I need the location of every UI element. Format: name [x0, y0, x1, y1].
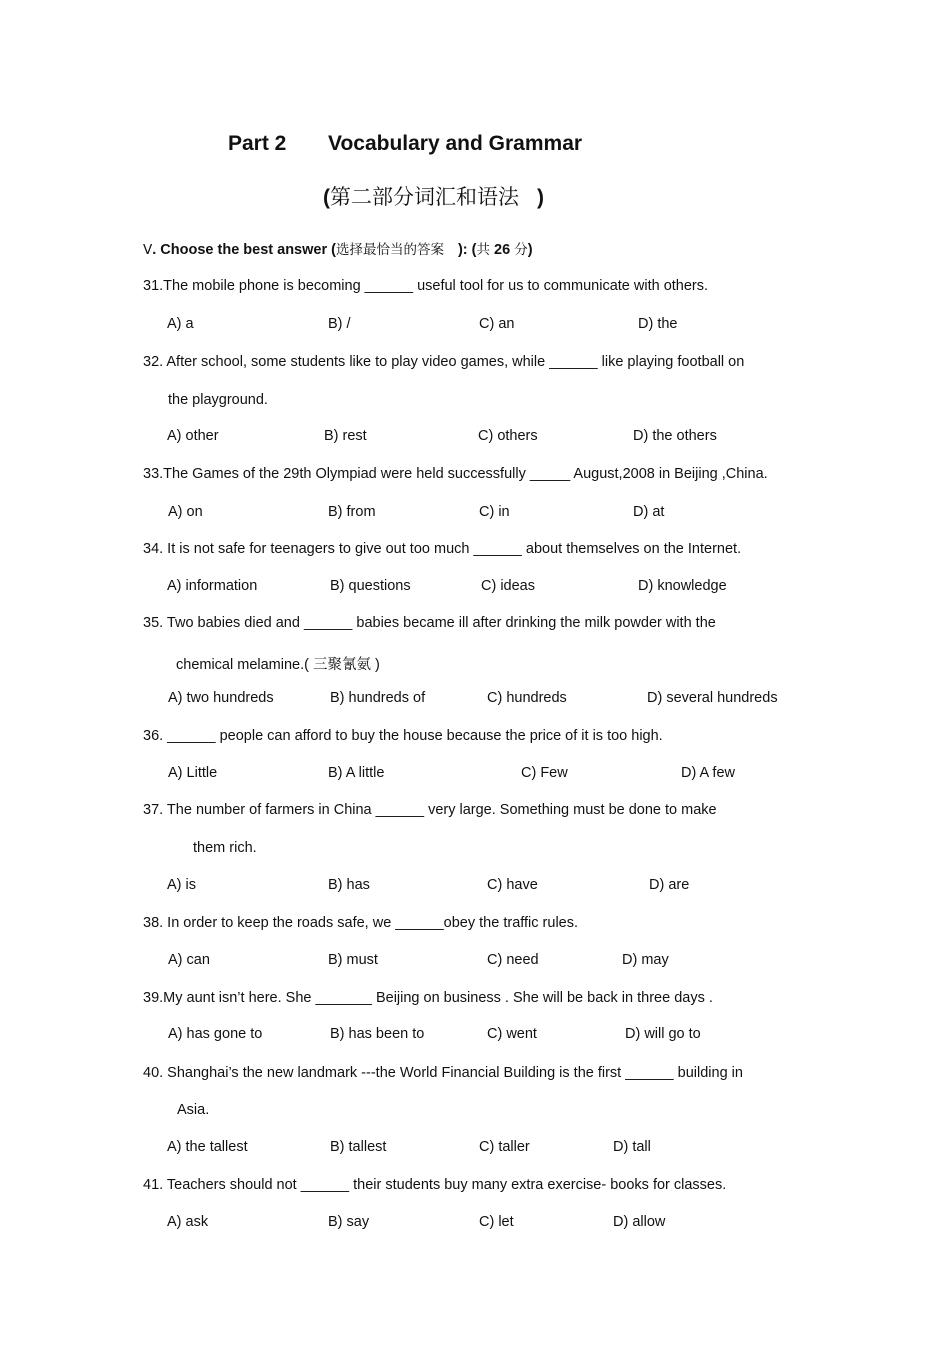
subtitle-open-paren: ( — [323, 186, 330, 209]
question-31-option-c[interactable]: C) an — [479, 316, 515, 332]
question-37-option-c[interactable]: C) have — [487, 877, 538, 893]
question-33-option-a[interactable]: A) on — [168, 504, 203, 520]
question-37-option-a[interactable]: A) is — [167, 877, 196, 893]
question-36-option-d[interactable]: D) A few — [681, 765, 735, 781]
question-35-option-a[interactable]: A) two hundreds — [168, 690, 274, 706]
question-38-option-b[interactable]: B) must — [328, 952, 378, 968]
question-34-text: 34. It is not safe for teenagers to give out too much ______ about themselves on the Internet. — [143, 541, 742, 557]
question-32-option-c[interactable]: C) others — [478, 428, 538, 444]
question-40-option-c[interactable]: C) taller — [479, 1139, 530, 1155]
question-33-option-d[interactable]: D) at — [633, 504, 665, 520]
question-33-text: 33.The Games of the 29th Olympiad were held successfully _____ August,2008 in Beijing ,China. — [143, 466, 768, 482]
question-33-option-c[interactable]: C) in — [479, 504, 510, 520]
question-40-text: 40. Shanghai’s the new landmark ---the World Financial Building is the first ______ building in — [143, 1065, 743, 1081]
part-subtitle — [323, 181, 544, 211]
subtitle-close-paren: ) — [537, 186, 544, 209]
section-chinese-points: 分 — [514, 242, 528, 258]
question-33-option-b[interactable]: B) from — [328, 504, 376, 520]
question-35-option-b[interactable]: B) hundreds of — [330, 690, 426, 706]
subtitle-chinese: 第二部分词汇和语法 — [330, 185, 519, 209]
question-34-option-c[interactable]: C) ideas — [481, 578, 535, 594]
question-31-text: 31.The mobile phone is becoming ______ useful tool for us to communicate with others. — [143, 278, 709, 294]
question-37-option-b[interactable]: B) has — [328, 877, 370, 893]
question-40-option-d[interactable]: D) tall — [613, 1139, 651, 1155]
question-35-text-cont: chemical melamine.( 三聚氰氨 ) — [176, 657, 380, 673]
question-37-text-cont: them rich. — [193, 840, 257, 856]
question-41-option-d[interactable]: D) allow — [613, 1214, 666, 1230]
question-40-text-cont: Asia. — [177, 1102, 210, 1118]
question-36-option-b[interactable]: B) A little — [328, 765, 385, 781]
section-chinese-total: 共 — [476, 242, 490, 258]
question-31-option-a[interactable]: A) a — [167, 316, 194, 332]
part-label: Part 2 — [228, 132, 287, 155]
question-34-option-b[interactable]: B) questions — [330, 578, 411, 594]
question-39-option-d[interactable]: D) will go to — [625, 1026, 701, 1042]
question-31-option-d[interactable]: D) the — [638, 316, 678, 332]
question-32-text: 32. After school, some students like to play video games, while ______ like playing football on — [143, 354, 745, 370]
question-34-option-a[interactable]: A) information — [167, 578, 258, 594]
question-39-option-a[interactable]: A) has gone to — [168, 1026, 263, 1042]
question-37-option-d[interactable]: D) are — [649, 877, 690, 893]
question-31-option-b[interactable]: B) / — [328, 316, 351, 332]
section-close: ) — [527, 242, 533, 258]
question-36-text: 36. ______ people can afford to buy the house because the price of it is too high. — [143, 728, 663, 744]
question-36-option-c[interactable]: C) Few — [521, 765, 568, 781]
question-41-option-c[interactable]: C) let — [479, 1214, 514, 1230]
question-40-option-b[interactable]: B) tallest — [330, 1139, 387, 1155]
section-after: ): ( — [457, 242, 477, 258]
question-38-option-c[interactable]: C) need — [487, 952, 539, 968]
question-41-option-b[interactable]: B) say — [328, 1214, 370, 1230]
section-numeral: Ⅴ — [143, 242, 153, 258]
question-32-option-a[interactable]: A) other — [167, 428, 219, 444]
question-38-option-a[interactable]: A) can — [168, 952, 210, 968]
question-41-option-a[interactable]: A) ask — [167, 1214, 209, 1230]
section-score: 26 — [494, 242, 511, 258]
question-36-option-a[interactable]: A) Little — [168, 765, 218, 781]
section-heading — [143, 238, 533, 258]
question-35-text: 35. Two babies died and ______ babies became ill after drinking the milk powder with the — [143, 615, 716, 631]
question-32-option-b[interactable]: B) rest — [324, 428, 367, 444]
question-39-option-b[interactable]: B) has been to — [330, 1026, 425, 1042]
question-38-option-d[interactable]: D) may — [622, 952, 669, 968]
section-text: . Choose the best answer ( — [152, 242, 336, 258]
section-chinese: 选择最恰当的答案 — [335, 242, 444, 258]
question-39-text: 39.My aunt isn’t here. She _______ Beijing on business . She will be back in three days . — [143, 990, 713, 1006]
question-34-option-d[interactable]: D) knowledge — [638, 578, 727, 594]
question-35-option-d[interactable]: D) several hundreds — [647, 690, 778, 706]
question-38-text: 38. In order to keep the roads safe, we ______obey the traffic rules. — [143, 915, 579, 931]
question-40-option-a[interactable]: A) the tallest — [167, 1139, 248, 1155]
question-32-text-cont: the playground. — [168, 392, 268, 408]
question-35-option-c[interactable]: C) hundreds — [487, 690, 567, 706]
question-41-text: 41. Teachers should not ______ their students buy many extra exercise- books for classes. — [143, 1177, 727, 1193]
question-39-option-c[interactable]: C) went — [487, 1026, 537, 1042]
question-37-text: 37. The number of farmers in China ______ very large. Something must be done to make — [143, 802, 717, 818]
question-32-option-d[interactable]: D) the others — [633, 428, 717, 444]
part-title: Vocabulary and Grammar — [328, 132, 583, 155]
